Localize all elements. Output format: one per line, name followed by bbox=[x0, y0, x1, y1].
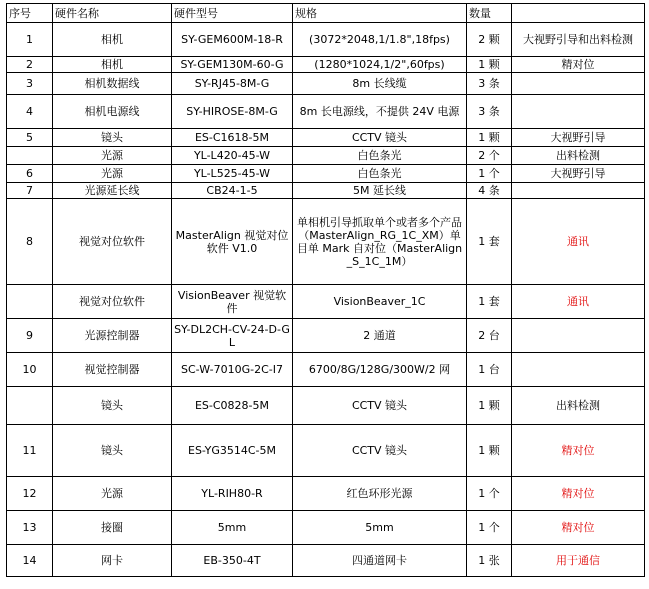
table-row bbox=[7, 425, 645, 477]
hardware-name: 光源 bbox=[53, 147, 172, 165]
note-cell: 精对位 bbox=[512, 477, 645, 511]
spec-cell: 8m 长线缆 bbox=[293, 73, 467, 95]
table-row bbox=[7, 147, 645, 165]
quantity-cell: 1 个 bbox=[467, 511, 512, 545]
header-spec: 规格 bbox=[293, 4, 467, 23]
quantity-cell: 1 套 bbox=[467, 199, 512, 285]
hardware-name: 视觉对位软件 bbox=[53, 285, 172, 319]
hardware-name: 接圈 bbox=[53, 511, 172, 545]
spec-cell: 5mm bbox=[293, 511, 467, 545]
hardware-name: 光源 bbox=[53, 477, 172, 511]
table-row bbox=[7, 183, 645, 199]
header-qty: 数量 bbox=[467, 4, 512, 23]
spec-cell: 红色环形光源 bbox=[293, 477, 467, 511]
row-number: 9 bbox=[7, 319, 53, 353]
note-cell: 通讯 bbox=[512, 285, 645, 319]
note-cell: 用于通信 bbox=[512, 545, 645, 577]
row-number: 1 bbox=[7, 23, 53, 57]
table-row bbox=[7, 353, 645, 387]
note-cell: 大视野引导 bbox=[512, 165, 645, 183]
spec-cell: CCTV 镜头 bbox=[293, 129, 467, 147]
table-row bbox=[7, 23, 645, 57]
row-number: 2 bbox=[7, 57, 53, 73]
quantity-cell: 3 条 bbox=[467, 73, 512, 95]
spec-cell: 2 通道 bbox=[293, 319, 467, 353]
note-cell: 出料检测 bbox=[512, 387, 645, 425]
hardware-name: 相机 bbox=[53, 23, 172, 57]
spec-cell: VisionBeaver_1C bbox=[293, 285, 467, 319]
table-row bbox=[7, 165, 645, 183]
table-row bbox=[7, 95, 645, 129]
hardware-table bbox=[6, 3, 645, 577]
row-number: 7 bbox=[7, 183, 53, 199]
hardware-model: MasterAlign 视觉对位软件 V1.0 bbox=[172, 199, 293, 285]
header-model: 硬件型号 bbox=[172, 4, 293, 23]
spec-cell: (1280*1024,1/2",60fps) bbox=[293, 57, 467, 73]
spec-cell: 8m 长电源线，不提供 24V 电源 bbox=[293, 95, 467, 129]
table-row bbox=[7, 511, 645, 545]
table-row bbox=[7, 387, 645, 425]
hardware-model: EB-350-4T bbox=[172, 545, 293, 577]
hardware-model: SY-HIROSE-8M-G bbox=[172, 95, 293, 129]
row-number: 12 bbox=[7, 477, 53, 511]
quantity-cell: 1 台 bbox=[467, 353, 512, 387]
spec-cell: 单相机引导抓取单个或者多个产品（MasterAlign_RG_1C_XM）单目单 Mark 自对位（MasterAlign_S_1C_1M） bbox=[293, 199, 467, 285]
hardware-name: 视觉对位软件 bbox=[53, 199, 172, 285]
hardware-model: YL-L525-45-W bbox=[172, 165, 293, 183]
row-number: 14 bbox=[7, 545, 53, 577]
hardware-model: SY-GEM130M-60-G bbox=[172, 57, 293, 73]
row-number: 3 bbox=[7, 73, 53, 95]
header-note bbox=[512, 4, 645, 23]
note-cell bbox=[512, 353, 645, 387]
note-cell bbox=[512, 183, 645, 199]
note-cell: 大视野引导和出料检测 bbox=[512, 23, 645, 57]
note-cell: 大视野引导 bbox=[512, 129, 645, 147]
note-cell: 精对位 bbox=[512, 425, 645, 477]
spec-cell: 白色条光 bbox=[293, 147, 467, 165]
table-header-row bbox=[7, 4, 645, 23]
table-row bbox=[7, 129, 645, 147]
quantity-cell: 2 个 bbox=[467, 147, 512, 165]
row-number bbox=[7, 285, 53, 319]
quantity-cell: 3 条 bbox=[467, 95, 512, 129]
quantity-cell: 1 个 bbox=[467, 165, 512, 183]
hardware-name: 相机数据线 bbox=[53, 73, 172, 95]
note-cell: 通讯 bbox=[512, 199, 645, 285]
header-no: 序号 bbox=[7, 4, 53, 23]
hardware-model: CB24-1-5 bbox=[172, 183, 293, 199]
hardware-model: YL-L420-45-W bbox=[172, 147, 293, 165]
hardware-model: ES-YG3514C-5M bbox=[172, 425, 293, 477]
table-row bbox=[7, 199, 645, 285]
note-cell bbox=[512, 95, 645, 129]
hardware-name: 视觉控制器 bbox=[53, 353, 172, 387]
row-number: 13 bbox=[7, 511, 53, 545]
note-cell: 精对位 bbox=[512, 57, 645, 73]
spec-cell: CCTV 镜头 bbox=[293, 387, 467, 425]
note-cell bbox=[512, 319, 645, 353]
hardware-model: SY-GEM600M-18-R bbox=[172, 23, 293, 57]
hardware-name: 网卡 bbox=[53, 545, 172, 577]
spec-cell: 四通道网卡 bbox=[293, 545, 467, 577]
quantity-cell: 2 台 bbox=[467, 319, 512, 353]
row-number bbox=[7, 387, 53, 425]
hardware-name: 光源控制器 bbox=[53, 319, 172, 353]
spec-cell: 5M 延长线 bbox=[293, 183, 467, 199]
row-number: 5 bbox=[7, 129, 53, 147]
quantity-cell: 1 颗 bbox=[467, 425, 512, 477]
hardware-model: SY-RJ45-8M-G bbox=[172, 73, 293, 95]
row-number bbox=[7, 147, 53, 165]
hardware-model: ES-C0828-5M bbox=[172, 387, 293, 425]
quantity-cell: 1 套 bbox=[467, 285, 512, 319]
quantity-cell: 1 颗 bbox=[467, 129, 512, 147]
note-cell: 精对位 bbox=[512, 511, 645, 545]
quantity-cell: 4 条 bbox=[467, 183, 512, 199]
quantity-cell: 1 个 bbox=[467, 477, 512, 511]
spec-cell: CCTV 镜头 bbox=[293, 425, 467, 477]
row-number: 4 bbox=[7, 95, 53, 129]
hardware-model: VisionBeaver 视觉软件 bbox=[172, 285, 293, 319]
hardware-name: 光源 bbox=[53, 165, 172, 183]
quantity-cell: 1 颗 bbox=[467, 57, 512, 73]
hardware-name: 镜头 bbox=[53, 387, 172, 425]
quantity-cell: 2 颗 bbox=[467, 23, 512, 57]
note-cell: 出料检测 bbox=[512, 147, 645, 165]
hardware-name: 镜头 bbox=[53, 129, 172, 147]
row-number: 10 bbox=[7, 353, 53, 387]
hardware-model: SC-W-7010G-2C-I7 bbox=[172, 353, 293, 387]
spec-cell: 白色条光 bbox=[293, 165, 467, 183]
header-name: 硬件名称 bbox=[53, 4, 172, 23]
row-number: 11 bbox=[7, 425, 53, 477]
hardware-name: 光源延长线 bbox=[53, 183, 172, 199]
hardware-model: ES-C1618-5M bbox=[172, 129, 293, 147]
row-number: 6 bbox=[7, 165, 53, 183]
table-row bbox=[7, 57, 645, 73]
table-row bbox=[7, 477, 645, 511]
table-row bbox=[7, 545, 645, 577]
quantity-cell: 1 张 bbox=[467, 545, 512, 577]
hardware-model: YL-RIH80-R bbox=[172, 477, 293, 511]
hardware-name: 相机电源线 bbox=[53, 95, 172, 129]
spec-cell: (3072*2048,1/1.8",18fps) bbox=[293, 23, 467, 57]
hardware-model: SY-DL2CH-CV-24-D-GL bbox=[172, 319, 293, 353]
hardware-name: 相机 bbox=[53, 57, 172, 73]
hardware-name: 镜头 bbox=[53, 425, 172, 477]
table-row bbox=[7, 319, 645, 353]
row-number: 8 bbox=[7, 199, 53, 285]
table-row bbox=[7, 285, 645, 319]
quantity-cell: 1 颗 bbox=[467, 387, 512, 425]
hardware-model: 5mm bbox=[172, 511, 293, 545]
note-cell bbox=[512, 73, 645, 95]
table-row bbox=[7, 73, 645, 95]
spec-cell: 6700/8G/128G/300W/2 网 bbox=[293, 353, 467, 387]
